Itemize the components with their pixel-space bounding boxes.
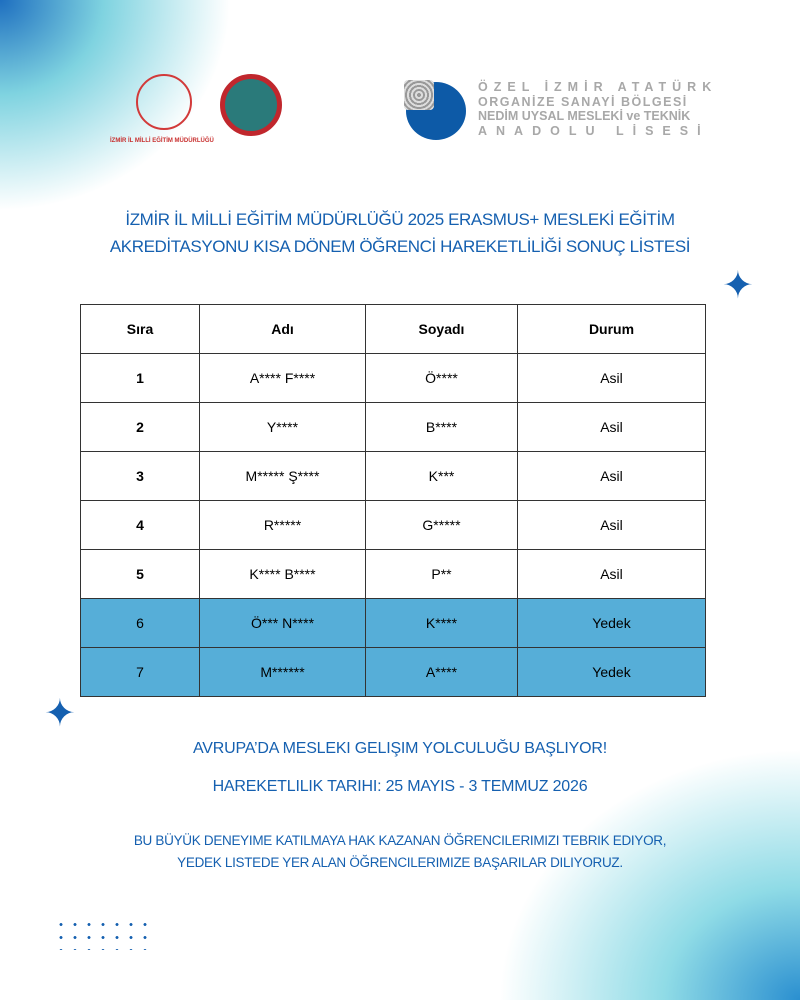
table-row bbox=[81, 354, 706, 403]
school-logo bbox=[406, 82, 466, 140]
row-number-cell: 2 bbox=[81, 403, 200, 452]
title-line: AKREDİTASYONU KISA DÖNEM ÖĞRENCİ HAREKETLİLİĞİ SONUÇ LİSTESİ bbox=[109, 237, 691, 256]
first-name-cell: K**** B**** bbox=[200, 550, 366, 599]
title-line: İZMİR İL MİLLİ EĞİTİM MÜDÜRLÜĞÜ 2025 ERASMUS+ MESLEKİ EĞİTİM bbox=[125, 210, 675, 229]
first-name-cell: Ö*** N**** bbox=[200, 599, 366, 648]
first-name-cell: R***** bbox=[200, 501, 366, 550]
erasmus-accreditation-logo bbox=[220, 74, 282, 136]
logo-bar bbox=[0, 70, 800, 160]
message-line: BU BÜYÜK DENEYIME KATILMAYA HAK KAZANAN ÖĞRENCILERIMIZI TEBRIK EDIYOR, bbox=[133, 833, 667, 848]
last-name-cell: A**** bbox=[366, 648, 518, 697]
table-row bbox=[81, 648, 706, 697]
status-cell: Yedek bbox=[518, 599, 706, 648]
last-name-cell: G***** bbox=[366, 501, 518, 550]
first-name-cell: A**** F**** bbox=[200, 354, 366, 403]
row-number-cell: 6 bbox=[81, 599, 200, 648]
row-number-cell: 4 bbox=[81, 501, 200, 550]
page-title bbox=[40, 206, 760, 260]
first-name-cell: M****** bbox=[200, 648, 366, 697]
table-header-row bbox=[81, 305, 706, 354]
first-name-cell: Y**** bbox=[200, 403, 366, 452]
footer-headline: AVRUPA’DA MESLEKI GELIŞIM YOLCULUĞU BAŞLIYOR! bbox=[193, 740, 607, 757]
meb-logo bbox=[136, 74, 192, 130]
header-cell: Sıra bbox=[81, 305, 200, 354]
header-cell: Soyadı bbox=[366, 305, 518, 354]
row-number-cell: 3 bbox=[81, 452, 200, 501]
last-name-cell: K**** bbox=[366, 599, 518, 648]
last-name-cell: K*** bbox=[366, 452, 518, 501]
header-cell: Durum bbox=[518, 305, 706, 354]
table-row bbox=[81, 452, 706, 501]
row-number-cell: 5 bbox=[81, 550, 200, 599]
table-row bbox=[81, 550, 706, 599]
status-cell: Asil bbox=[518, 403, 706, 452]
status-cell: Asil bbox=[518, 550, 706, 599]
school-line: ANADOLU LİSESİ bbox=[478, 123, 710, 138]
table-row bbox=[81, 501, 706, 550]
last-name-cell: B**** bbox=[366, 403, 518, 452]
first-name-cell: M***** Ş**** bbox=[200, 452, 366, 501]
last-name-cell: P** bbox=[366, 550, 518, 599]
row-number-cell: 7 bbox=[81, 648, 200, 697]
status-cell: Yedek bbox=[518, 648, 706, 697]
mobility-dates: HAREKETLILIK TARIHI: 25 MAYIS - 3 TEMMUZ 2026 bbox=[212, 778, 588, 795]
sparkle-icon: ✦ bbox=[722, 265, 754, 307]
table-row bbox=[81, 599, 706, 648]
dot-grid-decor bbox=[54, 918, 154, 950]
status-cell: Asil bbox=[518, 354, 706, 403]
header-cell: Adı bbox=[200, 305, 366, 354]
message-line: YEDEK LISTEDE YER ALAN ÖĞRENCILERIMIZE BAŞARILAR DILIYORUZ. bbox=[177, 855, 623, 870]
congrats-message bbox=[40, 830, 760, 874]
school-line: NEDİM UYSAL MESLEKİ ve TEKNİK bbox=[478, 109, 691, 123]
school-name bbox=[478, 80, 778, 138]
row-number-cell: 1 bbox=[81, 354, 200, 403]
sparkle-icon: ✦ bbox=[44, 693, 76, 735]
meb-caption: İZMİR İL MİLLİ EĞİTİM MÜDÜRLÜĞÜ bbox=[110, 138, 214, 144]
results-table bbox=[80, 304, 706, 697]
last-name-cell: Ö**** bbox=[366, 354, 518, 403]
school-line: ORGANİZE SANAYİ BÖLGESİ bbox=[478, 94, 688, 109]
table-row bbox=[81, 403, 706, 452]
status-cell: Asil bbox=[518, 501, 706, 550]
school-line: ÖZEL İZMİR ATATÜRK bbox=[478, 80, 718, 94]
status-cell: Asil bbox=[518, 452, 706, 501]
